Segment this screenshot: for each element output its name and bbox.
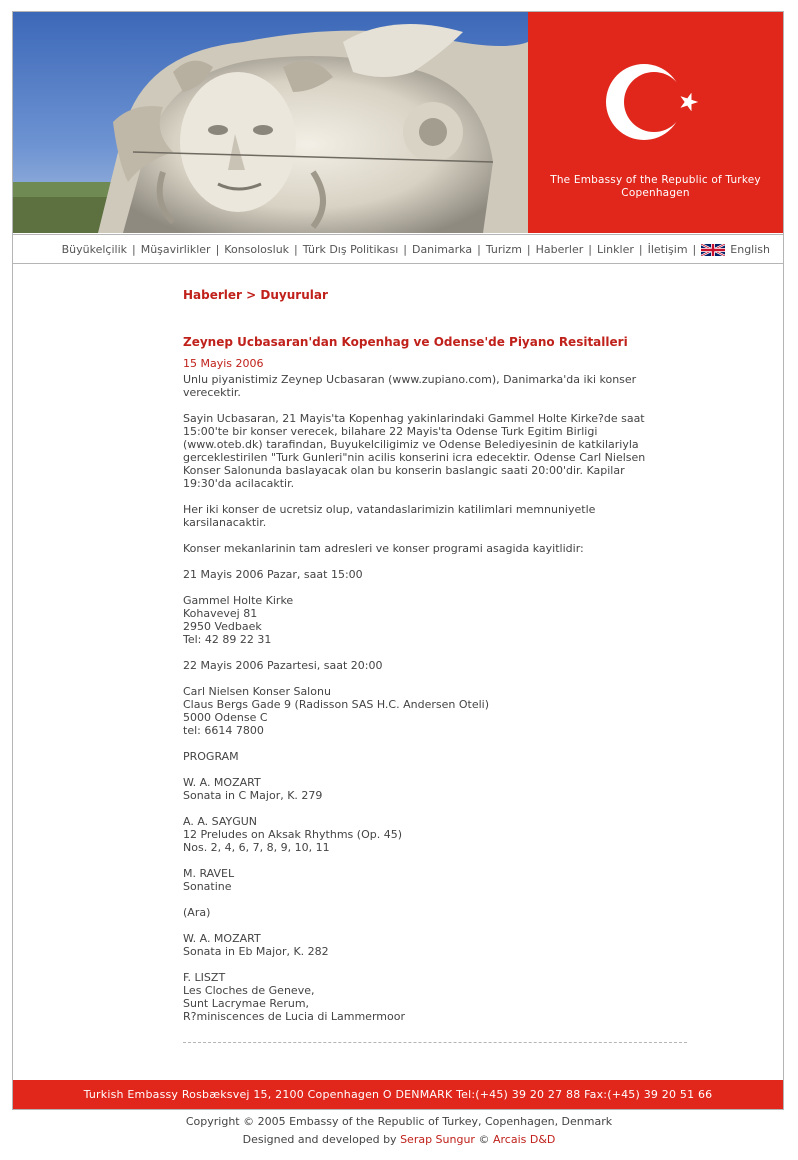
credits-prefix: Designed and developed by [242, 1133, 397, 1146]
article-line: gerceklestirilen "Turk Gunleri"nin acilis konserini icra edecektir. Odense Carl Nielsen [183, 451, 646, 464]
article-line: W. A. MOZART [183, 776, 261, 789]
article-line: 2950 Vedbaek [183, 620, 262, 633]
article-line: Sunt Lacrymae Rerum, [183, 997, 310, 1010]
nav-separator: | [132, 243, 136, 256]
article-line: verecektir. [183, 386, 241, 399]
article-line: tel: 6614 7800 [183, 724, 264, 737]
breadcrumb [183, 288, 703, 302]
article-line: Claus Bergs Gade 9 (Radisson SAS H.C. Andersen Oteli) [183, 698, 489, 711]
article-line: Kohavevej 81 [183, 607, 258, 620]
article-line: 15:00'te bir konser verecek, bilahare 22 Mayis'ta Odense Turk Egitim Birligi [183, 425, 598, 438]
article-line: 12 Preludes on Aksak Rhythms (Op. 45) [183, 828, 402, 841]
copyright-text: Copyright © 2005 Embassy of the Republic of Turkey, Copenhagen, Denmark [185, 1115, 613, 1128]
article-paragraph [183, 906, 683, 919]
article-paragraph [183, 867, 683, 893]
article-body [183, 373, 683, 1023]
credits [0, 1133, 798, 1146]
embassy-title [528, 174, 783, 200]
nav-item-linkler[interactable]: Linkler [597, 243, 634, 256]
content-divider [183, 1042, 687, 1043]
main-navigation [13, 234, 783, 264]
nav-item-turk-dis-politikasi[interactable]: Türk Dış Politikası [302, 243, 399, 256]
article-line: Tel: 42 89 22 31 [183, 633, 272, 646]
article-line: 5000 Odense C [183, 711, 268, 724]
article-line: Carl Nielsen Konser Salonu [183, 685, 331, 698]
article-paragraph [183, 503, 683, 529]
nav-item-haberler[interactable]: Haberler [535, 243, 584, 256]
nav-item-buyukelcilik[interactable]: Büyükelçilik [61, 243, 127, 256]
turkish-flag-icon [604, 54, 720, 150]
article-paragraph [183, 594, 683, 646]
article-line: W. A. MOZART [183, 932, 261, 945]
article-date: 15 Mayis 2006 [183, 357, 264, 370]
article-line: Her iki konser de ucretsiz olup, vatandaslarimizin katilimlari memnuniyetle [183, 503, 596, 516]
article-line: Konser mekanlarinin tam adresleri ve konser programi asagida kayitlidir: [183, 542, 584, 555]
article-line: M. RAVEL [183, 867, 235, 880]
article-paragraph [183, 971, 683, 1023]
article-line: R?miniscences de Lucia di Lammermoor [183, 1010, 405, 1023]
article-line: Sayin Ucbasaran, 21 Mayis'ta Kopenhag yakinlarindaki Gammel Holte Kirke?de saat [183, 412, 645, 425]
company-link[interactable]: Arcais D&D [492, 1133, 556, 1146]
embassy-title-line1: The Embassy of the Republic of Turkey [550, 174, 761, 186]
footer-address-bar [13, 1080, 783, 1109]
breadcrumb-current: Duyurular [260, 288, 328, 302]
nav-separator: | [477, 243, 481, 256]
footer-address: Turkish Embassy Rosbæksvej 15, 2100 Copenhagen O DENMARK Tel:(+45) 39 20 27 88 Fax:(+45) 39 20 51 66 [83, 1088, 713, 1101]
article-paragraph [183, 568, 683, 581]
breadcrumb-arrow: > [246, 288, 257, 302]
nav-separator: | [692, 243, 697, 256]
article-line: (www.oteb.dk) tarafindan, Buyukelciligimiz ve Odense Belediyesinin de katkilariyla [183, 438, 639, 451]
article-line: Les Cloches de Geneve, [183, 984, 315, 997]
nav-item-turizm[interactable]: Turizm [485, 243, 522, 256]
nav-separator: | [638, 243, 643, 256]
nav-separator: | [294, 243, 298, 256]
header-banner [13, 12, 783, 233]
article-paragraph [183, 750, 683, 763]
article-line: PROGRAM [183, 750, 239, 763]
article-paragraph [183, 373, 683, 399]
page-frame [12, 11, 784, 1110]
article-line: Unlu piyanistimiz Zeynep Ucbasaran (www.zupiano.com), Danimarka'da iki konser [183, 373, 637, 386]
designer-link[interactable]: Serap Sungur [400, 1133, 475, 1146]
nav-item-konsolosluk[interactable]: Konsolosluk [224, 243, 290, 256]
uk-flag-icon[interactable] [701, 244, 725, 256]
article-paragraph [183, 412, 683, 490]
medusa-relief-photo [13, 12, 528, 233]
article-paragraph [183, 776, 683, 802]
nav-separator: | [526, 243, 531, 256]
article-line: Sonata in Eb Major, K. 282 [183, 945, 329, 958]
article-line: A. A. SAYGUN [183, 815, 258, 828]
article-line: Konser Salonunda baslayacak olan bu konserin baslangic saati 20:00'dir. Kapilar [183, 464, 625, 477]
article-line: (Ara) [183, 906, 211, 919]
article-line: 22 Mayis 2006 Pazartesi, saat 20:00 [183, 659, 383, 672]
article-title: Zeynep Ucbasaran'dan Kopenhag ve Odense'de Piyano Resitalleri [183, 335, 628, 349]
nav-separator: | [215, 243, 220, 256]
nav-item-iletisim[interactable]: İletişim [647, 243, 688, 256]
breadcrumb-parent[interactable]: Haberler [183, 288, 242, 302]
nav-item-english[interactable]: English [730, 243, 770, 256]
article-line: 19:30'da acilacaktir. [183, 477, 295, 490]
article-line: F. LISZT [183, 971, 226, 984]
article-line: 21 Mayis 2006 Pazar, saat 15:00 [183, 568, 363, 581]
article-line: Nos. 2, 4, 6, 7, 8, 9, 10, 11 [183, 841, 330, 854]
credits-copy-symbol: © [478, 1133, 490, 1146]
nav-item-musavirlikler[interactable]: Müşavirlikler [140, 243, 211, 256]
article-paragraph [183, 815, 683, 854]
article-paragraph [183, 685, 683, 737]
article-line: Sonatine [183, 880, 232, 893]
nav-separator: | [588, 243, 592, 256]
article-line: Gammel Holte Kirke [183, 594, 294, 607]
nav-item-danimarka[interactable]: Danimarka [411, 243, 473, 256]
embassy-title-line2: Copenhagen [621, 187, 690, 199]
article-paragraph [183, 659, 683, 672]
article-paragraph [183, 932, 683, 958]
article-line: Sonata in C Major, K. 279 [183, 789, 323, 802]
flag-panel [528, 12, 783, 233]
article-paragraph [183, 542, 683, 555]
nav-separator: | [403, 243, 407, 256]
article-line: karsilanacaktir. [183, 516, 267, 529]
main-content [183, 288, 703, 1023]
